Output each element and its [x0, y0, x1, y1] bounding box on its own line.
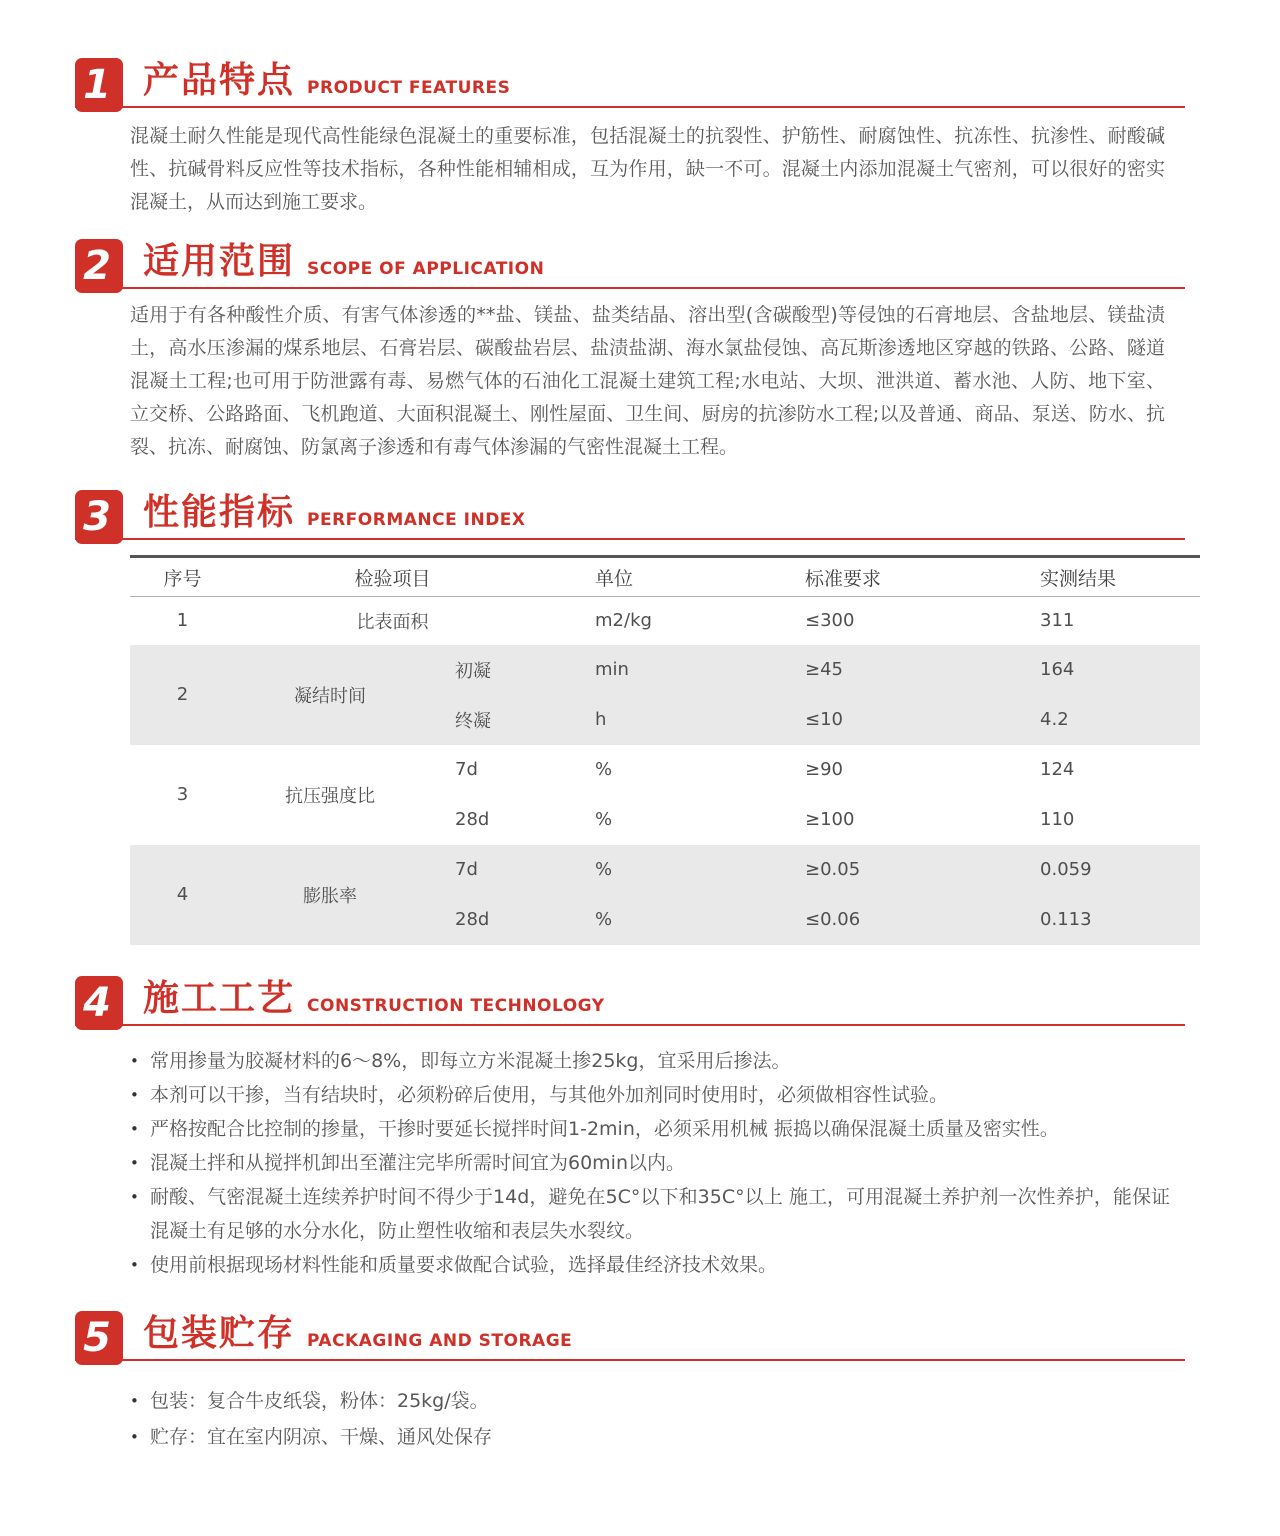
cell-subitem: 7d	[455, 759, 478, 780]
list-item-text: 严格按配合比控制的掺量，干掺时要延长搅拌时间1-2min，必须采用机械 振捣以确保混凝土质量及密实性。	[150, 1117, 1059, 1140]
bullet-dot-icon: •	[130, 1085, 139, 1104]
list-item-text: 包装：复合牛皮纸袋，粉体：25kg/袋。	[150, 1389, 489, 1412]
section-title-en: CONSTRUCTION TECHNOLOGY	[307, 995, 605, 1016]
cell-no: 4	[176, 884, 189, 905]
section-number-badge: 2	[75, 239, 123, 293]
list-item	[130, 1112, 1170, 1146]
list-item	[130, 1078, 1170, 1112]
cell-no: 3	[176, 784, 189, 805]
list-item	[130, 1419, 1170, 1455]
cell-result: 4.2	[1040, 709, 1069, 730]
performance-table	[130, 555, 1200, 945]
list-item	[130, 1383, 1170, 1419]
list-item-text: 使用前根据现场材料性能和质量要求做配合试验，选择最佳经济技术效果。	[150, 1253, 778, 1276]
section-title-zh: 施工工艺	[143, 977, 296, 1019]
cell-subitem: 终凝	[455, 710, 491, 732]
cell-subitem: 28d	[455, 809, 490, 830]
bullet-dot-icon: •	[130, 1051, 139, 1070]
cell-result: 110	[1040, 809, 1075, 830]
list-item	[130, 1044, 1170, 1078]
section-title-en: PRODUCT FEATURES	[307, 78, 511, 98]
section-number-badge: 1	[75, 58, 123, 112]
cell-req: ≥0.05	[805, 859, 861, 880]
bullet-dot-icon: •	[130, 1255, 139, 1274]
cell-req: ≤300	[805, 610, 855, 632]
bullet-dot-icon: •	[130, 1391, 139, 1410]
table-row	[130, 645, 1200, 695]
bullet-dot-icon: •	[130, 1427, 139, 1446]
section-number-badge: 5	[75, 1311, 123, 1365]
section-title-zh: 适用范围	[143, 241, 296, 282]
performance-table-wrapper	[130, 555, 1200, 945]
cell-unit: %	[595, 909, 613, 930]
cell-item: 凝结时间	[294, 685, 366, 707]
cell-unit: %	[595, 859, 613, 880]
product-features-paragraph: 混凝土耐久性能是现代高性能绿色混凝土的重要标准，包括混凝土的抗裂性、护筋性、耐腐蚀性、抗冻性、抗渗性、耐酸碱性、抗碱骨料反应性等技术指标，各种性能相辅相成，互为作用，缺一不可。混凝土内添加混凝土气密剂，可以很好的密实混凝土，从而达到施工要求。	[130, 125, 1165, 213]
list-item-text: 混凝土拌和从搅拌机卸出至灌注完毕所需时间宜为60min以内。	[150, 1151, 686, 1174]
bullet-dot-icon: •	[130, 1119, 139, 1138]
cell-unit: %	[595, 809, 613, 830]
cell-req: ≤0.06	[805, 909, 861, 930]
section-title-en: SCOPE OF APPLICATION	[307, 259, 545, 279]
section-header-product-features	[75, 52, 1185, 108]
list-item-text: 常用掺量为胶凝材料的6～8%，即每立方米混凝土掺25kg，宜采用后掺法。	[150, 1049, 791, 1072]
section-title-zh: 包装贮存	[143, 1312, 296, 1354]
bullet-dot-icon: •	[130, 1187, 139, 1206]
section-header-scope	[75, 233, 1185, 289]
cell-unit: %	[595, 759, 613, 780]
list-item-text: 贮存：宜在室内阴凉、干燥、通风处保存	[150, 1425, 493, 1448]
cell-unit: min	[595, 659, 629, 680]
list-item-text: 耐酸、气密混凝土连续养护时间不得少于14d，避免在5C°以下和35C°以上 施工，可用混凝土养护剂一次性养护，能保证混凝土有足够的水分水化，防止塑性收缩和表层失水裂纹。	[150, 1185, 1170, 1242]
cell-item: 比表面积	[356, 611, 429, 633]
col-header-unit: 单位	[595, 567, 634, 590]
cell-subitem: 7d	[455, 859, 478, 880]
cell-unit: m2/kg	[595, 610, 652, 632]
list-item	[130, 1146, 1170, 1180]
section-number-badge: 3	[75, 490, 123, 544]
list-item	[130, 1180, 1170, 1248]
packaging-bullet-list	[130, 1383, 1170, 1455]
table-row	[130, 745, 1200, 795]
cell-req: ≥100	[805, 809, 855, 830]
section-number-badge: 4	[75, 976, 123, 1030]
section-header-performance	[75, 484, 1185, 540]
cell-result: 164	[1040, 659, 1075, 680]
cell-result: 0.059	[1040, 859, 1092, 880]
section-title-zh: 产品特点	[143, 60, 296, 101]
cell-subitem: 28d	[455, 909, 490, 930]
cell-req: ≥45	[805, 659, 844, 680]
table-row	[130, 845, 1200, 895]
cell-no: 1	[176, 610, 189, 632]
section-title-zh: 性能指标	[143, 492, 296, 533]
cell-item: 膨胀率	[303, 885, 357, 907]
col-header-item: 检验项目	[354, 567, 431, 590]
cell-req: ≥90	[805, 759, 844, 780]
cell-no: 2	[176, 684, 189, 705]
cell-subitem: 初凝	[455, 660, 491, 682]
section-title-en: PERFORMANCE INDEX	[307, 510, 526, 530]
section-header-packaging	[75, 1305, 1185, 1361]
cell-result: 0.113	[1040, 909, 1092, 930]
cell-result: 311	[1040, 610, 1075, 632]
cell-unit: h	[595, 709, 607, 730]
cell-item: 抗压强度比	[285, 785, 375, 807]
table-header-row	[130, 557, 1200, 597]
col-header-no: 序号	[163, 567, 202, 590]
col-header-req: 标准要求	[805, 567, 882, 590]
col-header-result: 实测结果	[1040, 567, 1117, 590]
section-title-en: PACKAGING AND STORAGE	[307, 1330, 573, 1351]
table-row	[130, 597, 1200, 645]
section-header-construction	[75, 970, 1185, 1026]
cell-result: 124	[1040, 759, 1075, 780]
scope-paragraph: 适用于有各种酸性介质、有害气体渗透的**盐、镁盐、盐类结晶、溶出型(含碳酸型)等侵蚀的石膏地层、含盐地层、镁盐渍土，高水压渗漏的煤系地层、石膏岩层、碳酸盐岩层、盐渍盐湖、海水氯盐侵蚀、高瓦斯渗透地区穿越的铁路、公路、隧道混凝土工程;也可用于防泄露有毒、易燃气体的石油化工混凝土建筑工程;水电站、大坝、泄洪道、蓄水池、人防、地下室、立交桥、公路路面、飞机跑道、大面积混凝土、刚性屋面、卫生间、厨房的抗渗防水工程;以及普通、商品、泵送、防水、抗裂、抗冻、耐腐蚀、防氯离子渗透和有毒气体渗漏的气密性混凝土工程。	[130, 304, 1165, 458]
construction-bullet-list	[130, 1044, 1170, 1282]
cell-req: ≤10	[805, 709, 844, 730]
bullet-dot-icon: •	[130, 1153, 139, 1172]
list-item	[130, 1248, 1170, 1282]
list-item-text: 本剂可以干掺，当有结块时，必须粉碎后使用，与其他外加剂同时使用时，必须做相容性试验。	[150, 1083, 949, 1106]
